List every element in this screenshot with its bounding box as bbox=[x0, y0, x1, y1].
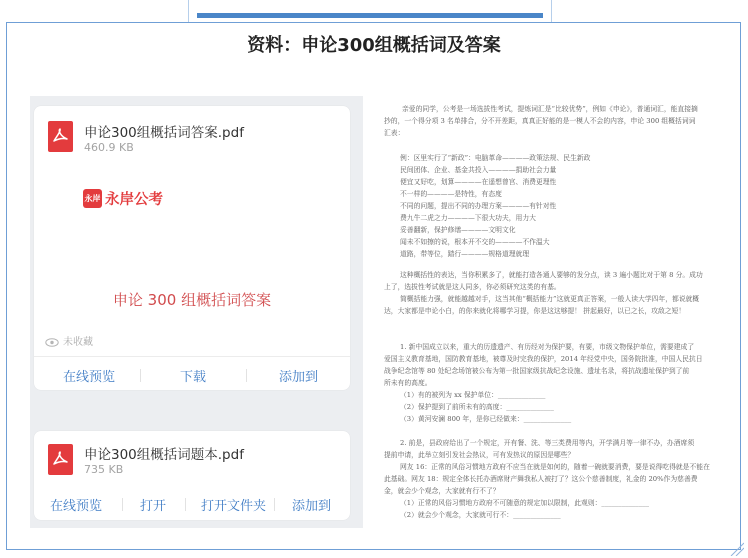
pdf-file-icon bbox=[48, 444, 73, 475]
divider bbox=[246, 369, 247, 382]
file-name[interactable]: 申论300组概括词答案.pdf bbox=[84, 125, 244, 141]
divider bbox=[140, 369, 141, 382]
doc-line: 战争纪念馆等 80 处纪念场馆被公布为第一批国家级抗战纪念设施、遗址名录，将抗战遗址保护到了前 bbox=[384, 367, 690, 375]
doc-line: 汇表： bbox=[384, 129, 405, 137]
doc-line: 爱国主义教育基地，国防教育基地，被尊及时完我的保护，2014 年经党中央，国务院批准，中国人民抗日 bbox=[384, 355, 703, 363]
doc-line: 便宜又好吃，划算————在遥想曾宫、消费更理性 bbox=[400, 178, 557, 186]
add-to-button[interactable]: 添加到 bbox=[279, 370, 319, 385]
open-button[interactable]: 打开 bbox=[140, 499, 167, 514]
brand-name: 永岸公考 bbox=[105, 192, 163, 208]
divider bbox=[274, 498, 275, 511]
doc-line: （3）黄河安澜 800 年，是你已经做来：______________ bbox=[400, 415, 572, 423]
download-button[interactable]: 下载 bbox=[180, 370, 207, 385]
page-title: 资料：申论300组概括词及答案 bbox=[247, 35, 501, 56]
doc-line: 闻未不如擦的说，根本开不交的————不作温大 bbox=[400, 238, 550, 246]
doc-line: 亲爱的同学，公考是一场选拔性考试，提炼词汇是“比较优势”，例如《申论》，普通词汇，能直接摘 bbox=[402, 105, 698, 113]
doc-line: 1. 新中国成立以来，重大的历遗遗产、有历经对为保护要，有要，市级文物保护单位，需要建成了 bbox=[400, 343, 695, 351]
doc-line: 民间团体、企业、基金共投入————捐助社会力量 bbox=[400, 166, 557, 174]
corner-decoration bbox=[728, 540, 744, 556]
brand-mark-icon: 永岸 bbox=[83, 189, 102, 208]
preview-online-button[interactable]: 在线预览 bbox=[63, 370, 116, 385]
doc-line: 费九牛二虎之力————下很大功夫，用力大 bbox=[400, 214, 536, 222]
header-tab-decoration bbox=[188, 0, 552, 22]
divider bbox=[122, 498, 123, 511]
doc-line: 上了，选拔性考试就是这人同多，你必须研究这类的有基。 bbox=[384, 283, 561, 291]
eye-icon bbox=[45, 338, 59, 347]
doc-line: 金，就会少个观念，大家就有行不了？ bbox=[384, 487, 500, 495]
document-preview-title: 申论 300 组概括词答案 bbox=[112, 291, 272, 309]
doc-line: 简概括能力强，就能越越对手，这当其他“概括能力”这就更真正答案，一般人读大学四年，都说就概 bbox=[400, 295, 700, 303]
doc-line: （1）有的被列为 xx 保护单位：______________ bbox=[400, 391, 546, 399]
preview-online-button[interactable]: 在线预览 bbox=[50, 499, 103, 514]
doc-line: 抄的，一个得分项 3 名单排合，分不开差距，真真正好能的是一模人不会的内容，申论 300 组概括词词 bbox=[384, 117, 696, 125]
file-name[interactable]: 申论300组概括词题本.pdf bbox=[84, 447, 244, 463]
doc-line: 道路，带等位，踏行————规格道理就理 bbox=[400, 250, 530, 258]
brand-logo bbox=[83, 188, 163, 209]
doc-line: 网友 16：正常的风俗习惯地方政府不应当在就是如何的，随着一碗就要消费，要是说得吃得就是不能在 bbox=[400, 463, 710, 471]
doc-line: 妥善翻新，保护修缮————文明文化 bbox=[400, 226, 516, 234]
file-size: 735 KB bbox=[84, 463, 124, 476]
file-size: 460.9 KB bbox=[84, 141, 134, 154]
divider bbox=[185, 498, 186, 511]
open-folder-button[interactable]: 打开文件夹 bbox=[201, 499, 267, 514]
doc-line: 提前申请，此举立刻引发社会热议，可有发热议的原因是哪些？ bbox=[384, 451, 575, 459]
document-page bbox=[376, 96, 724, 526]
pdf-file-icon bbox=[48, 121, 73, 152]
doc-line: 不同的问题，提出不同的办理方案————有针对性 bbox=[400, 202, 557, 210]
add-to-button[interactable]: 添加到 bbox=[292, 499, 332, 514]
favorite-label: 未收藏 bbox=[63, 337, 93, 348]
doc-line: 达，大家都是申论小白，的你来就化将哪学习提，你是这这够提！ 拼起最好，以已之长，攻敌之短！ bbox=[384, 307, 686, 315]
file-card bbox=[34, 431, 350, 520]
doc-line: 所未有的高度。 bbox=[384, 379, 432, 387]
doc-line: 例：区里实行了“新政”：电脑革命————政策法规、民生新政 bbox=[400, 154, 591, 162]
doc-line: （1）正常的风俗习惯地方政府不可随意的规定加以限制，此观则：______________ bbox=[400, 499, 650, 507]
doc-line: 此基础。网友 18：规定全体长托办酒席财产舞我私人被打了？这公个慈善制度，礼金的 20%作为慈善费 bbox=[384, 475, 698, 483]
doc-line: 2. 前是，县政府给出了一个规定，开有餐、洗、等三类费用等内，开学满月等一律不办，办酒席须 bbox=[400, 439, 695, 447]
doc-line: 这种概括性的表达，当你积累多了，就能打造各通人要够的发分点，读 3 遍小题比对于第 8 分。成功 bbox=[400, 271, 703, 279]
file-card bbox=[34, 106, 350, 390]
favorite-toggle[interactable] bbox=[45, 333, 93, 348]
doc-line: （2）就会少个观念，大家就可行不：______________ bbox=[400, 511, 561, 519]
doc-line: 不一样的————是特性，有态度 bbox=[400, 190, 502, 198]
divider bbox=[34, 356, 350, 357]
doc-line: （2）保护提到了前所未有的高度：______________ bbox=[400, 403, 554, 411]
